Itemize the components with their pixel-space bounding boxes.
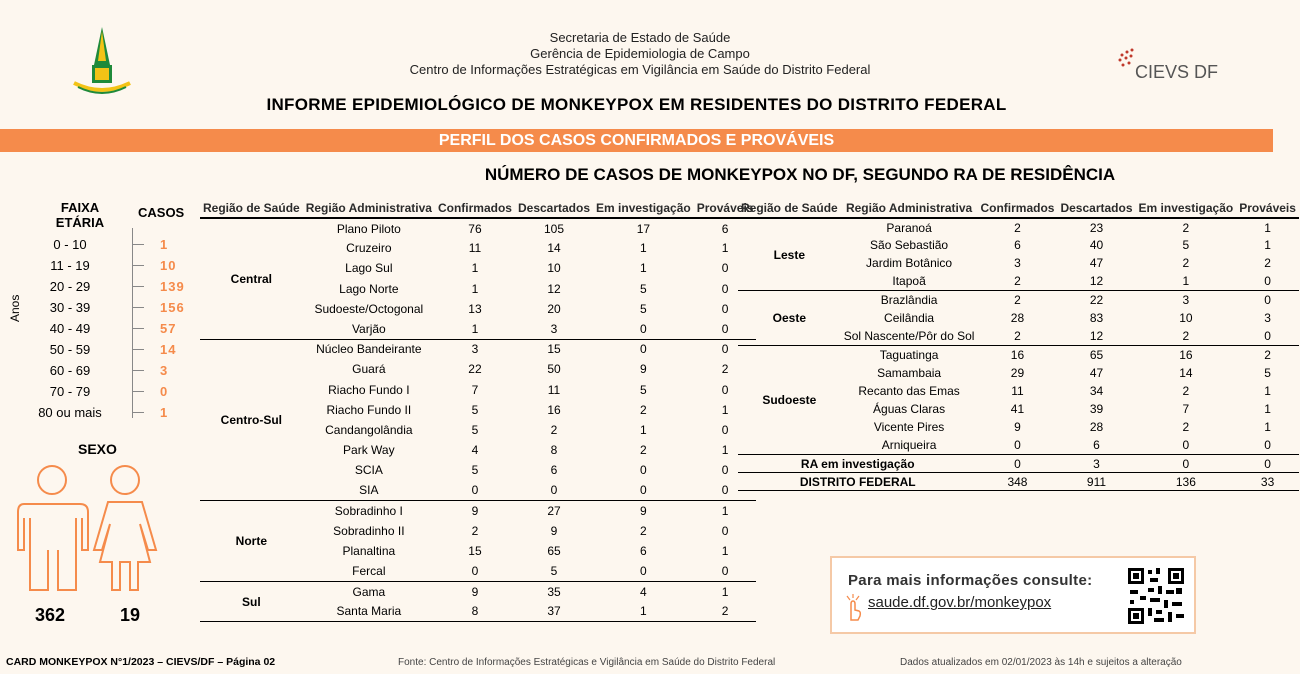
qr-code-icon[interactable] [1126, 566, 1186, 626]
value-cell: 105 [543, 221, 565, 236]
info-link[interactable]: saude.df.gov.br/monkeypox [868, 594, 1052, 611]
value-cell: 17 [636, 221, 651, 236]
info-text: Para mais informações consulte: [848, 572, 1093, 589]
value-cell: 22 [1089, 293, 1104, 308]
age-cases-value: 1 [160, 237, 169, 252]
admin-region-cell: Arniqueira [841, 436, 978, 454]
male-figure-icon [10, 462, 95, 592]
value-cell: 0 [435, 480, 515, 500]
cases-table-right [738, 198, 1299, 491]
age-row [20, 300, 185, 321]
admin-region-cell: Guará [352, 362, 386, 377]
col-regiao-saude: Região de Saúde [741, 200, 838, 215]
value-cell: 6 [1014, 238, 1021, 253]
value-cell: 2 [1136, 327, 1237, 345]
age-cases-value: 57 [160, 321, 177, 336]
col-regiao-saude: Região de Saúde [203, 200, 300, 215]
header-institution [300, 30, 980, 78]
admin-region-cell: Cruzeiro [346, 241, 392, 256]
value-cell: 2 [550, 422, 558, 437]
value-cell: 0 [593, 480, 694, 500]
col-em-investigacao: Em investigação [1138, 200, 1234, 215]
value-cell: 0 [593, 561, 694, 581]
value-cell: 0 [721, 422, 729, 437]
total-label-cell: RA em investigação [738, 454, 977, 472]
age-tick [132, 349, 144, 350]
value-cell: 5 [1182, 238, 1190, 253]
gdf-logo-icon [70, 25, 134, 97]
value-cell: 0 [1236, 454, 1299, 472]
age-range-label: 30 - 39 [49, 300, 91, 315]
value-cell: 1 [1264, 383, 1271, 398]
value-cell: 27 [547, 503, 561, 518]
col-descartados: Descartados [517, 200, 591, 215]
value-cell: 1 [640, 241, 647, 256]
admin-region-cell: Plano Piloto [336, 221, 401, 236]
admin-region-cell: Fercal [303, 561, 435, 581]
value-cell: 13 [468, 301, 482, 316]
page-title: INFORME EPIDEMIOLÓGICO DE MONKEYPOX EM RESIDENTES DO DISTRITO FEDERAL [266, 95, 1007, 114]
value-cell: 2 [471, 523, 479, 538]
value-cell: 1 [1264, 220, 1271, 235]
value-cell: 37 [515, 602, 593, 622]
col-provaveis: Prováveis [696, 200, 754, 215]
value-cell: 65 [1089, 347, 1104, 362]
value-cell: 9 [471, 584, 479, 599]
admin-region-cell: Santa Maria [303, 602, 435, 622]
value-cell: 41 [1010, 401, 1025, 416]
value-cell: 11 [468, 241, 482, 256]
health-region-cell: Centro-Sul [200, 339, 303, 501]
value-cell: 1 [721, 544, 729, 559]
value-cell: 8 [550, 443, 558, 458]
value-cell: 0 [435, 561, 515, 581]
value-cell: 2 [640, 443, 647, 458]
admin-region-cell: Vicente Pires [873, 420, 945, 435]
value-cell: 76 [468, 221, 482, 236]
value-cell: 1 [471, 261, 479, 276]
sex-label: SEXO [78, 441, 117, 457]
value-cell: 6 [640, 544, 647, 559]
age-range-label: 20 - 29 [49, 279, 91, 294]
table-row [738, 218, 1299, 236]
value-cell: 0 [721, 382, 729, 397]
age-tick [132, 412, 144, 413]
health-region-cell: Central [200, 218, 303, 339]
value-cell: 1 [721, 584, 729, 599]
value-cell: 2 [694, 602, 757, 622]
value-cell: 2 [721, 362, 729, 377]
section-banner: PERFIL DOS CASOS CONFIRMADOS E PROVÁVEIS [0, 129, 1273, 152]
table-row [738, 345, 1299, 363]
admin-region-cell: Brazlândia [880, 293, 938, 308]
value-cell: 35 [547, 584, 561, 599]
value-cell: 5 [1264, 365, 1271, 380]
value-cell: 1 [640, 422, 647, 437]
value-cell: 28 [1089, 420, 1104, 435]
value-cell: 0 [721, 463, 729, 478]
value-cell: 7 [1182, 401, 1190, 416]
age-cases-value: 3 [160, 363, 169, 378]
value-cell: 11 [1011, 383, 1024, 398]
health-region-cell: Leste [738, 218, 841, 291]
col-confirmados: Confirmados [980, 200, 1055, 215]
value-cell: 0 [593, 319, 694, 339]
value-cell: 9 [550, 523, 558, 538]
value-cell: 0 [1236, 327, 1299, 345]
value-cell: 1 [721, 241, 729, 256]
age-row [20, 405, 180, 426]
value-cell: 2 [1182, 220, 1190, 235]
value-cell: 2 [1182, 383, 1190, 398]
value-cell: 1 [1264, 238, 1271, 253]
value-cell: 5 [515, 561, 593, 581]
table-title: NÚMERO DE CASOS DE MONKEYPOX NO DF, SEGUNDO RA DE RESIDÊNCIA [484, 165, 1116, 184]
admin-region-cell: Planaltina [342, 544, 396, 559]
age-row [20, 384, 180, 405]
admin-region-cell: SCIA [354, 463, 383, 478]
value-cell: 0 [977, 454, 1057, 472]
value-cell: 5 [640, 382, 647, 397]
value-cell: 2 [640, 523, 647, 538]
value-cell: 5 [640, 281, 647, 296]
value-cell: 1 [593, 602, 694, 622]
value-cell: 2 [1014, 293, 1021, 308]
value-cell: 10 [547, 261, 561, 276]
value-cell: 10 [1179, 311, 1193, 326]
age-axis-label: Anos [8, 294, 22, 322]
age-range-header: FAIXA ETÁRIA [55, 200, 105, 230]
admin-region-cell: Gama [352, 584, 386, 599]
value-cell: 1 [1264, 401, 1271, 416]
value-cell: 2 [640, 402, 647, 417]
value-cell: 9 [1014, 420, 1021, 435]
cases-header: CASOS [138, 205, 185, 220]
value-cell: 911 [1057, 473, 1135, 491]
value-cell: 0 [721, 523, 729, 538]
value-cell: 348 [977, 473, 1057, 491]
value-cell: 15 [547, 342, 561, 357]
age-range-label: 60 - 69 [49, 363, 91, 378]
health-region-cell: Norte [200, 501, 303, 582]
table-row [200, 339, 756, 359]
value-cell: 0 [640, 342, 647, 357]
age-row [20, 279, 185, 300]
col-descartados: Descartados [1060, 200, 1133, 215]
value-cell: 6 [550, 463, 558, 478]
value-cell: 0 [640, 463, 647, 478]
value-cell: 3 [1264, 311, 1271, 326]
value-cell: 22 [468, 362, 482, 377]
admin-region-cell: Samambaia [877, 365, 942, 380]
header-line-2: Gerência de Epidemiologia de Campo [530, 46, 750, 61]
value-cell: 1 [721, 402, 729, 417]
value-cell: 11 [547, 382, 561, 397]
footer-source: Fonte: Centro de Informações Estratégicas e Vigilância em Saúde do Distrito Federal [398, 657, 776, 668]
age-cases-value: 14 [160, 342, 177, 357]
value-cell: 1 [721, 443, 729, 458]
value-cell: 4 [640, 584, 647, 599]
value-cell: 3 [1014, 256, 1021, 271]
female-count: 19 [120, 605, 141, 625]
value-cell: 83 [1089, 311, 1104, 326]
value-cell: 39 [1089, 401, 1104, 416]
age-tick [132, 244, 144, 245]
value-cell: 0 [721, 342, 729, 357]
admin-region-cell: Paranoá [886, 220, 932, 235]
age-row [20, 258, 180, 279]
age-cases-value: 10 [160, 258, 177, 273]
male-count: 362 [35, 605, 66, 625]
value-cell: 0 [1136, 436, 1237, 454]
age-range-label: 50 - 59 [49, 342, 91, 357]
admin-region-cell: Lago Norte [339, 281, 399, 296]
value-cell: 16 [547, 402, 561, 417]
value-cell: 16 [1179, 347, 1193, 362]
value-cell: 23 [1089, 220, 1104, 235]
age-range-label: 0 - 10 [53, 237, 87, 252]
admin-region-cell: Águas Claras [873, 401, 946, 416]
admin-region-cell: Ceilândia [884, 311, 935, 326]
admin-region-cell: Sol Nascente/Pôr do Sol [841, 327, 978, 345]
total-row [738, 473, 1299, 491]
col-confirmados: Confirmados [437, 200, 512, 215]
col-regiao-admin: Região Administrativa [845, 200, 973, 215]
admin-region-cell: SIA [303, 480, 435, 500]
col-regiao-admin: Região Administrativa [305, 200, 432, 215]
age-tick [132, 265, 144, 266]
table-row [200, 218, 756, 238]
value-cell: 3 [1057, 454, 1135, 472]
value-cell: 5 [471, 422, 479, 437]
value-cell: 40 [1089, 238, 1104, 253]
value-cell: 2 [1014, 220, 1021, 235]
value-cell: 1 [435, 319, 515, 339]
header-line-3: Centro de Informações Estratégicas em Vigilância em Saúde do Distrito Federal [409, 62, 871, 77]
value-cell: 15 [468, 544, 482, 559]
age-tick [132, 391, 144, 392]
value-cell: 1 [721, 503, 729, 518]
total-label-cell: DISTRITO FEDERAL [738, 473, 977, 491]
value-cell: 5 [471, 463, 479, 478]
value-cell: 0 [1236, 436, 1299, 454]
cievs-logo-text: CIEVS DF [1135, 62, 1219, 82]
value-cell: 16 [1010, 347, 1025, 362]
health-region-cell: Sudoeste [738, 345, 841, 454]
value-cell: 0 [1236, 273, 1299, 291]
age-cases-value: 139 [160, 279, 185, 294]
age-row [20, 237, 180, 258]
female-figure-icon [90, 462, 160, 592]
value-cell: 5 [471, 402, 479, 417]
value-cell: 4 [471, 443, 479, 458]
header-line-1: Secretaria de Estado de Saúde [549, 30, 731, 45]
cases-table-left [200, 198, 756, 622]
value-cell: 8 [435, 602, 515, 622]
value-cell: 47 [1089, 256, 1104, 271]
value-cell: 9 [471, 503, 479, 518]
value-cell: 3 [1182, 293, 1190, 308]
value-cell: 0 [721, 301, 729, 316]
hand-pointer-icon [843, 592, 863, 622]
admin-region-cell: Sudoeste/Octogonal [314, 301, 424, 316]
health-region-cell: Oeste [738, 291, 841, 346]
value-cell: 14 [1179, 365, 1193, 380]
col-provaveis: Prováveis [1239, 200, 1296, 215]
table-row [200, 501, 756, 521]
admin-region-cell: Candangolândia [325, 422, 413, 437]
value-cell: 29 [1010, 365, 1025, 380]
age-cases-value: 156 [160, 300, 185, 315]
admin-region-cell: Núcleo Bandeirante [316, 342, 422, 357]
age-range-label: 80 ou mais [38, 405, 102, 420]
age-row [20, 321, 180, 342]
value-cell: 1 [471, 281, 479, 296]
value-cell: 0 [1264, 293, 1271, 308]
value-cell: 12 [1057, 327, 1135, 345]
value-cell: 0 [694, 561, 757, 581]
admin-region-cell: São Sebastião [870, 238, 949, 253]
admin-region-cell: Riacho Fundo II [326, 402, 412, 417]
value-cell: 5 [640, 301, 647, 316]
table-row [200, 581, 756, 601]
value-cell: 2 [977, 327, 1057, 345]
admin-region-cell: Sobradinho I [334, 503, 403, 518]
value-cell: 20 [547, 301, 561, 316]
age-range-label: 11 - 19 [50, 258, 90, 273]
age-tick [132, 370, 144, 371]
health-region-cell: Sul [200, 581, 303, 621]
value-cell: 2 [977, 273, 1057, 291]
value-cell: 0 [1136, 454, 1237, 472]
value-cell: 12 [1057, 273, 1135, 291]
value-cell: 0 [694, 319, 757, 339]
value-cell: 136 [1136, 473, 1237, 491]
value-cell: 33 [1236, 473, 1299, 491]
value-cell: 1 [640, 261, 647, 276]
value-cell: 3 [515, 319, 593, 339]
value-cell: 28 [1010, 311, 1025, 326]
value-cell: 2 [1264, 347, 1271, 362]
age-cases-value: 0 [160, 384, 169, 399]
age-row [20, 363, 180, 384]
age-tick [132, 286, 144, 287]
value-cell: 6 [721, 221, 729, 236]
value-cell: 0 [721, 281, 729, 296]
value-cell: 34 [1089, 383, 1104, 398]
value-cell: 0 [721, 261, 729, 276]
value-cell: 12 [547, 281, 561, 296]
value-cell: 2 [1264, 256, 1271, 271]
value-cell: 9 [640, 362, 647, 377]
value-cell: 65 [547, 544, 561, 559]
admin-region-cell: Riacho Fundo I [328, 382, 410, 397]
value-cell: 0 [977, 436, 1057, 454]
admin-region-cell: Lago Sul [345, 261, 393, 276]
admin-region-cell: Itapoã [841, 273, 978, 291]
admin-region-cell: Taguatinga [879, 347, 939, 362]
value-cell: 2 [1182, 420, 1190, 435]
value-cell: 0 [515, 480, 593, 500]
age-tick [132, 328, 144, 329]
age-row [20, 342, 180, 363]
value-cell: 6 [1057, 436, 1135, 454]
admin-region-cell: Sobradinho II [333, 523, 405, 538]
value-cell: 47 [1089, 365, 1104, 380]
value-cell: 0 [694, 480, 757, 500]
value-cell: 1 [1136, 273, 1237, 291]
total-row [738, 454, 1299, 472]
age-tick [132, 307, 144, 308]
admin-region-cell: Recanto das Emas [858, 383, 960, 398]
value-cell: 7 [471, 382, 479, 397]
col-em-investigacao: Em investigação [596, 200, 691, 215]
value-cell: 50 [547, 362, 561, 377]
age-range-label: 40 - 49 [49, 321, 91, 336]
table-row [738, 291, 1299, 309]
admin-region-cell: Jardim Botânico [866, 256, 953, 271]
footer-updated: Dados atualizados em 02/01/2023 às 14h e sujeitos a alteração [900, 657, 1182, 668]
age-cases-value: 1 [160, 405, 169, 420]
age-range-label: 70 - 79 [49, 384, 91, 399]
value-cell: 1 [1264, 420, 1271, 435]
value-cell: 9 [640, 503, 647, 518]
admin-region-cell: Varjão [303, 319, 435, 339]
value-cell: 2 [1182, 256, 1190, 271]
value-cell: 3 [471, 342, 479, 357]
footer-card-id: CARD MONKEYPOX N°1/2023 – CIEVS/DF – Página 02 [6, 656, 276, 668]
admin-region-cell: Park Way [343, 443, 395, 458]
value-cell: 14 [547, 241, 561, 256]
